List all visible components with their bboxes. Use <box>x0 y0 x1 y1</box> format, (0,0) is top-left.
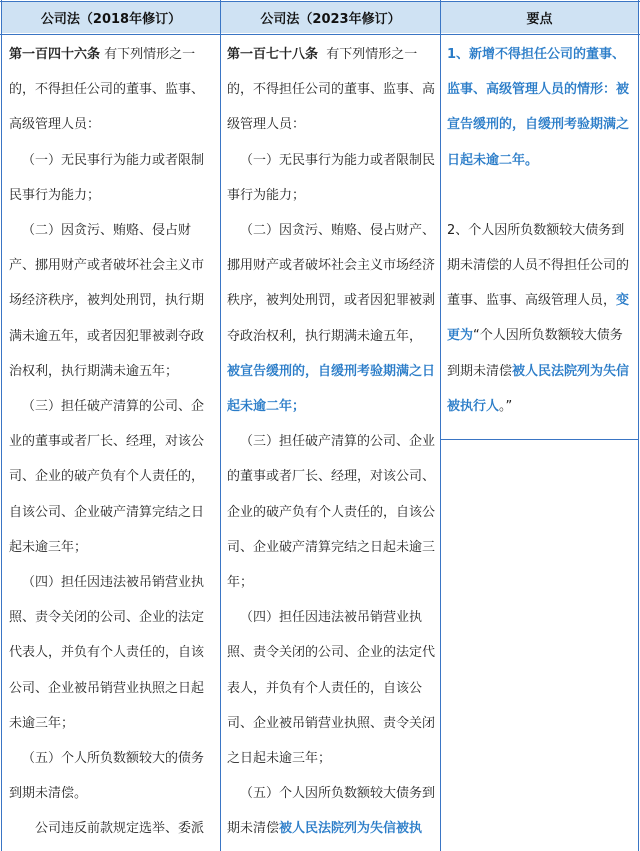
article-2018-intro: 第一百四十六条 有下列情形之一的，不得担任公司的董事、监事、高级管理人员： <box>9 47 205 133</box>
header-2023: 公司法（2023年修订） <box>221 2 440 33</box>
highlight-suspended-sentence: 被宣告缓刑的，自缓刑考验期满之日起未逾二年； <box>227 363 435 415</box>
article-2018-number: 第一百四十六条 <box>9 47 101 62</box>
point-1: 1、新增不得担任公司的董事、监事、高级管理人员的情形：被宣告缓刑的，自缓刑考验期满之日起未逾二年。 <box>447 47 630 168</box>
header-2018: 公司法（2018年修订） <box>2 2 220 33</box>
point-spacer <box>447 178 633 213</box>
item-2018-2: （二）因贪污、贿赂、侵占财产、挪用财产或者破坏社会主义市场经济秩序，被判处刑罚，执行期满未逾五年，或者因犯罪被剥夺政治权利，执行期满未逾五年； <box>9 223 205 379</box>
item-2018-5: （五）个人所负数额较大的债务到期未清偿。 <box>9 751 205 802</box>
header-points: 要点 <box>441 2 638 33</box>
item-2018-3: （三）担任破产清算的公司、企业的董事或者厂长、经理，对该公司、企业的破产负有个人责任的，自该公司、企业破产清算完结之日起未逾三年； <box>9 399 205 555</box>
item-2018-1: （一）无民事行为能力或者限制民事行为能力； <box>9 152 205 203</box>
article-2018-tail: 公司违反前款规定选举、委派 <box>35 821 205 837</box>
point-2-changed-to: 变更为 <box>447 293 630 344</box>
highlight-dishonest-debtor: 被人民法院列为失信被执 <box>279 821 423 837</box>
points-row-divider <box>440 439 638 440</box>
column-points-text <box>447 37 633 851</box>
item-2023-3: （三）担任破产清算的公司、企业的董事或者厂长、经理，对该公司、企业的破产负有个人责任的，自该公司、企业破产清算完结之日起未逾三年； <box>227 434 435 591</box>
item-2018-4: （四）担任因违法被吊销营业执照、责令关闭的公司、企业的法定代表人，并负有个人责任的，自该公司、企业被吊销营业执照之日起未逾三年； <box>9 575 205 731</box>
article-2023-intro: 第一百七十八条 有下列情形之一的，不得担任公司的董事、监事、高级管理人员： <box>227 47 435 133</box>
header-bottom-border <box>0 34 640 35</box>
point-2-highlight: 被人民法院列为失信被执行人 <box>447 363 630 414</box>
column-2018-text <box>9 37 215 851</box>
column-divider-1 <box>220 0 221 851</box>
item-2023-1: （一）无民事行为能力或者限制民事行为能力； <box>227 152 435 203</box>
point-2: 2、个人因所负数额较大债务到期未清偿的人员不得担任公司的董事、监事、高级管理人员，变更为“个人因所负数额较大债务到期未清偿被人民法院列为失信被执行人。” <box>447 222 630 414</box>
item-2023-5: （五）个人因所负数额较大债务到期未清偿被人民法院列为失信被执 <box>227 786 435 837</box>
article-2023-number: 第一百七十八条 <box>227 47 319 62</box>
column-2023-text <box>227 37 435 851</box>
table-left-border <box>1 0 2 851</box>
column-divider-2 <box>440 0 441 851</box>
item-2023-2: （二）因贪污、贿赂、侵占财产、挪用财产或者破坏社会主义市场经济秩序，被判处刑罚，或者因犯罪被剥夺政治权利，执行期满未逾五年，被宣告缓刑的，自缓刑考验期满之日起未逾二年； <box>227 223 435 415</box>
table-right-border <box>638 0 639 851</box>
item-2023-4: （四）担任因违法被吊销营业执照、责令关闭的公司、企业的法定代表人，并负有个人责任的，自该公司、企业被吊销营业执照、责令关闭之日起未逾三年； <box>227 610 435 767</box>
